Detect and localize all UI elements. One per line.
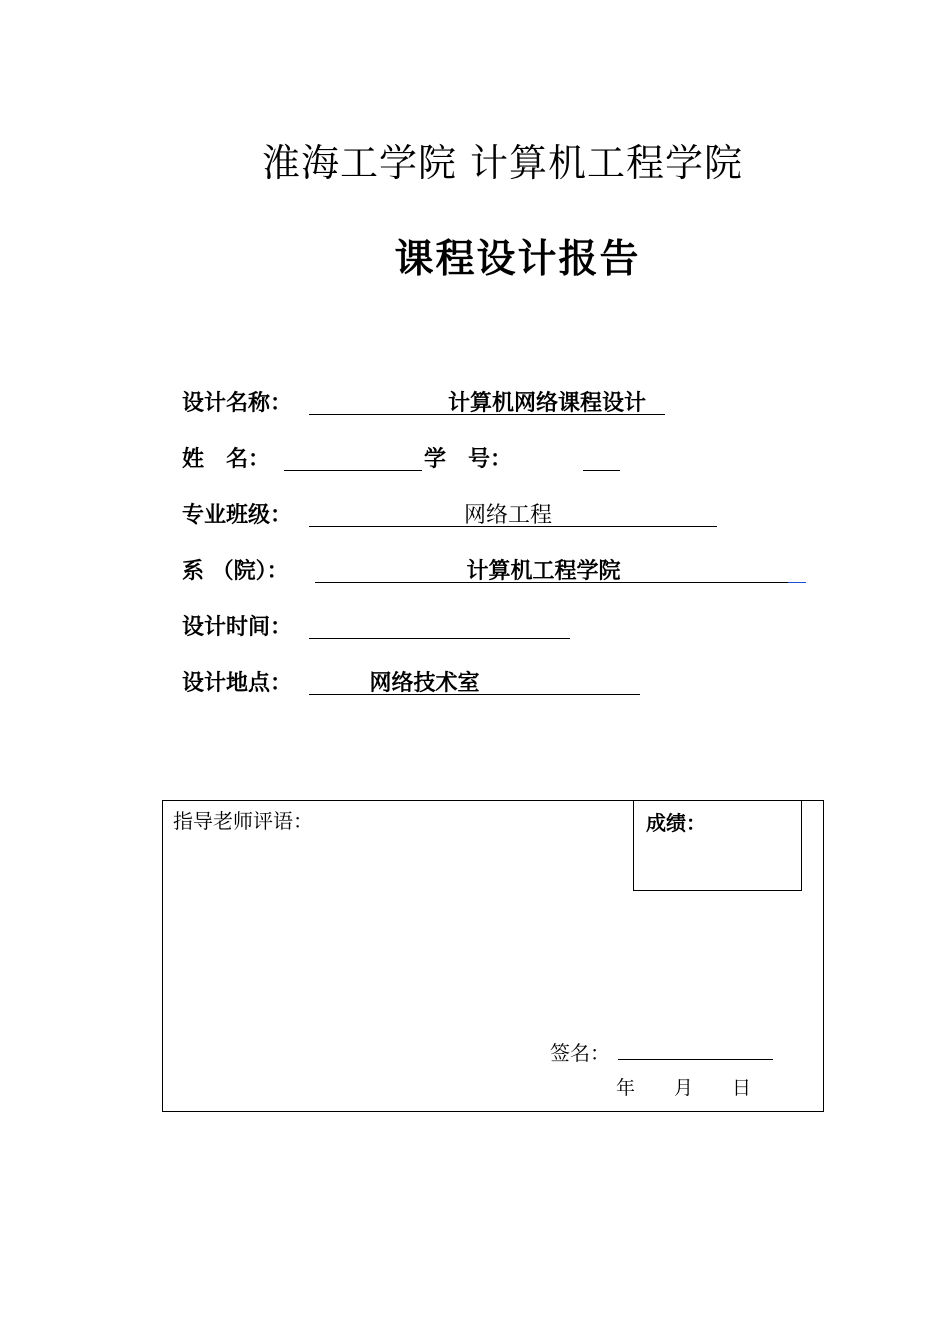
design-location-text: 网络技术室 xyxy=(369,670,480,696)
design-time-value xyxy=(309,610,570,639)
design-name-label: 设计名称： xyxy=(182,390,293,416)
design-location-value xyxy=(309,666,640,695)
date-year: 年 xyxy=(616,1077,636,1099)
department-line-tail xyxy=(788,554,806,583)
comment-label: 指导老师评语： xyxy=(173,809,313,833)
date-day: 日 xyxy=(732,1077,752,1099)
design-name-value xyxy=(309,386,665,415)
major-class-value xyxy=(309,498,717,527)
grade-box xyxy=(633,800,802,891)
department-text: 计算机工程学院 xyxy=(466,558,621,584)
name-label: 姓 名： xyxy=(182,446,271,472)
name-value xyxy=(284,442,422,471)
school-title: 淮海工学院 计算机工程学院 xyxy=(261,141,744,185)
signature-line xyxy=(618,1059,773,1060)
report-title: 课程设计报告 xyxy=(394,237,641,282)
student-id-label: 学 号： xyxy=(424,446,513,472)
department-label: 系 （院）： xyxy=(182,558,289,584)
major-class-text: 网络工程 xyxy=(463,503,552,528)
design-location-label: 设计地点： xyxy=(182,670,293,696)
evaluation-box xyxy=(162,800,824,1112)
grade-label: 成绩： xyxy=(646,811,706,835)
date-month: 月 xyxy=(674,1077,694,1099)
signature-label: 签名： xyxy=(550,1041,610,1065)
major-class-label: 专业班级： xyxy=(182,502,293,528)
design-name-text: 计算机网络课程设计 xyxy=(447,390,646,416)
department-value xyxy=(315,554,788,583)
student-id-value xyxy=(583,442,620,471)
design-time-label: 设计时间： xyxy=(182,614,293,640)
